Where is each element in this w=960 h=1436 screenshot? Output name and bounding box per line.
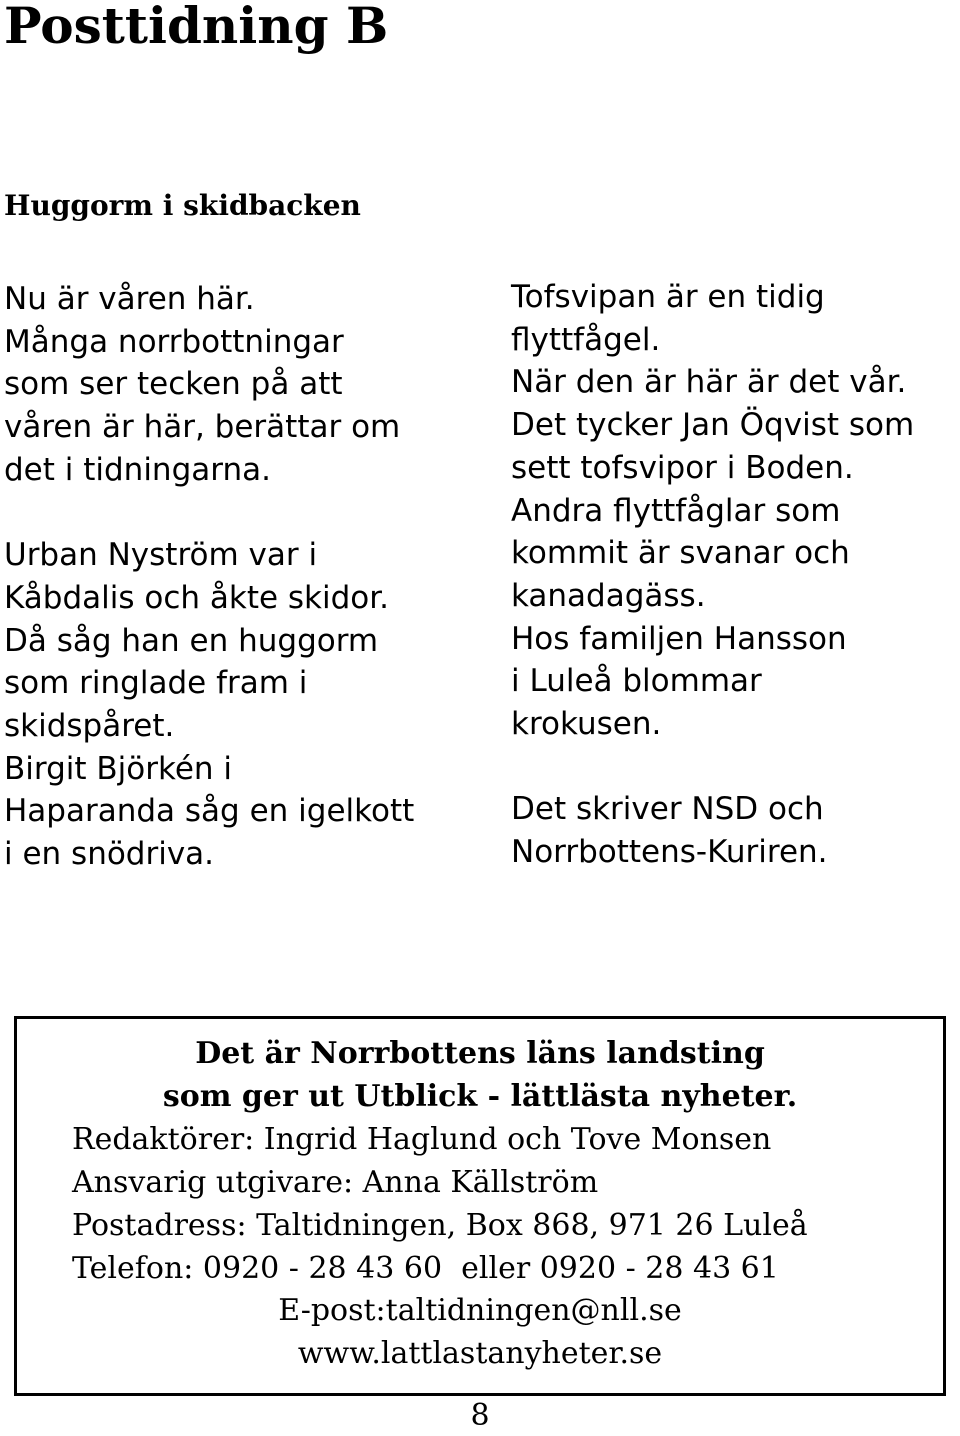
text-line: i Luleå blommar (511, 663, 762, 700)
text-line: som ringlade fram i (4, 665, 308, 702)
text-line: Kåbdalis och åkte skidor. (4, 579, 390, 616)
info-website: www.lattlastanyheter.se (297, 1336, 663, 1372)
page-number: 8 (470, 1398, 490, 1433)
text-line: Det tycker Jan Öqvist som (511, 407, 915, 444)
text-line: kommit är svanar och (511, 535, 850, 572)
paragraph-gap (4, 492, 484, 535)
article-headline: Huggorm i skidbacken (4, 189, 361, 222)
text-line: Birgit Björkén i (4, 750, 233, 787)
article-right-column (511, 276, 960, 874)
text-line: som ser tecken på att (4, 366, 343, 403)
info-editors: Redaktörer: Ingrid Haglund och Tove Monsen (72, 1121, 772, 1157)
info-phone: Telefon: 0920 - 28 43 60 eller 0920 - 28 43 61 (72, 1250, 779, 1286)
text-line: Nu är våren här. (4, 281, 255, 317)
text-line: Urban Nyström var i (4, 537, 318, 574)
left-paragraph-2 (4, 534, 484, 876)
info-bold-line-2: som ger ut Utblick - lättlästa nyheter. (162, 1078, 798, 1114)
info-publisher: Ansvarig utgivare: Anna Källström (72, 1164, 599, 1200)
text-line: Det skriver NSD och (511, 791, 824, 828)
right-paragraph-2 (511, 788, 960, 873)
text-line: Många norrbottningar (4, 323, 344, 360)
text-line: det i tidningarna. (4, 451, 271, 488)
right-paragraph-1 (511, 276, 960, 746)
text-line: Andra flyttfåglar som (511, 492, 841, 529)
text-line: våren är här, berättar om (4, 409, 401, 446)
info-address: Postadress: Taltidningen, Box 868, 971 26 Luleå (72, 1207, 808, 1243)
text-line: i en snödriva. (4, 836, 215, 873)
text-line: krokusen. (511, 706, 662, 743)
left-paragraph-1 (4, 278, 484, 492)
info-email: E-post:taltidningen@nll.se (278, 1293, 682, 1329)
text-line: Hos familjen Hansson (511, 620, 847, 657)
text-line: skidspåret. (4, 708, 175, 745)
text-line: Norrbottens-Kuriren. (511, 834, 828, 871)
page-title: Posttidning B (4, 0, 389, 55)
info-bold-line-1: Det är Norrbottens läns landsting (195, 1036, 765, 1071)
paragraph-gap (511, 746, 960, 789)
text-line: När den är här är det vår. (511, 364, 907, 401)
text-line: sett tofsvipor i Boden. (511, 449, 854, 486)
text-line: flyttfågel. (511, 321, 661, 358)
text-line: Tofsvipan är en tidig (511, 279, 825, 315)
publisher-info-box (14, 1016, 946, 1396)
text-line: Då såg han en huggorm (4, 622, 379, 659)
text-line: Haparanda såg en igelkott (4, 793, 415, 830)
text-line: kanadagäss. (511, 577, 706, 614)
article-left-column (4, 278, 484, 876)
